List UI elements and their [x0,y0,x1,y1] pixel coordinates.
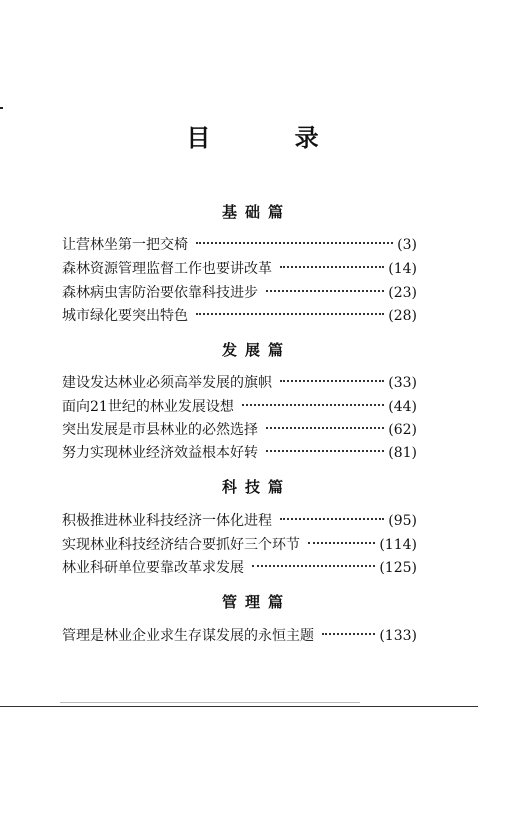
dot-leader [308,542,375,544]
toc-entry-page: (62) [388,422,417,438]
toc-entry-page: (44) [388,399,417,415]
toc-entry-page: (81) [388,445,417,461]
dot-leader [266,427,384,429]
toc-entry-title: 城市绿化要突出特色 [62,308,188,324]
toc-entry[interactable] [62,396,417,418]
toc-entry[interactable] [62,305,417,327]
scan-line-faint [60,702,360,703]
section-heading-technology: 科技篇 [221,478,291,496]
toc-entry-title: 突出发展是市县林业的必然选择 [62,422,258,438]
toc-entry-page: (133) [379,628,417,644]
section-heading-development: 发展篇 [221,341,291,359]
toc-entry-title: 让营林坐第一把交椅 [62,237,188,253]
dot-leader [280,518,384,520]
toc-entry-page: (114) [379,537,417,553]
toc-entry-title: 面向21世纪的林业发展设想 [62,399,234,415]
toc-entry-title: 森林资源管理监督工作也要讲改革 [62,261,272,277]
page-title: 目 录 [186,123,357,152]
dot-leader [266,290,384,292]
section-heading-management: 管理篇 [221,593,291,611]
dot-leader [196,313,384,315]
dot-leader [280,380,384,382]
toc-entry[interactable] [62,234,417,256]
toc-entry[interactable] [62,534,417,556]
toc-entry[interactable] [62,258,417,280]
dot-leader [196,242,393,244]
dot-leader [242,404,384,406]
toc-entry[interactable] [62,372,417,394]
dot-leader [266,450,384,452]
toc-entry[interactable] [62,442,417,464]
toc-entry[interactable] [62,419,417,441]
toc-entry-title: 建设发达林业必须高举发展的旗帜 [62,375,272,391]
toc-entry-title: 管理是林业企业求生存谋发展的永恒主题 [62,628,314,644]
toc-entry-title: 森林病虫害防治要依靠科技进步 [62,285,258,301]
toc-entry-title: 努力实现林业经济效益根本好转 [62,445,258,461]
bottom-rule [0,706,478,707]
toc-entry[interactable] [62,282,417,304]
dot-leader [252,565,375,567]
toc-entry-page: (3) [397,237,417,253]
toc-entry[interactable] [62,510,417,532]
toc-entry-page: (95) [388,513,417,529]
margin-mark [0,107,3,109]
toc-entry-page: (14) [388,261,417,277]
dot-leader [280,266,384,268]
section-heading-basics: 基础篇 [221,203,291,221]
toc-entry[interactable] [62,557,417,579]
dot-leader [322,633,375,635]
toc-entry-page: (28) [388,308,417,324]
toc-entry-title: 实现林业科技经济结合要抓好三个环节 [62,537,300,553]
toc-entry-page: (125) [379,560,417,576]
toc-entry[interactable] [62,625,417,647]
toc-entry-page: (23) [388,285,417,301]
toc-entry-page: (33) [388,375,417,391]
toc-entry-title: 林业科研单位要靠改革求发展 [62,560,244,576]
toc-entry-title: 积极推进林业科技经济一体化进程 [62,513,272,529]
